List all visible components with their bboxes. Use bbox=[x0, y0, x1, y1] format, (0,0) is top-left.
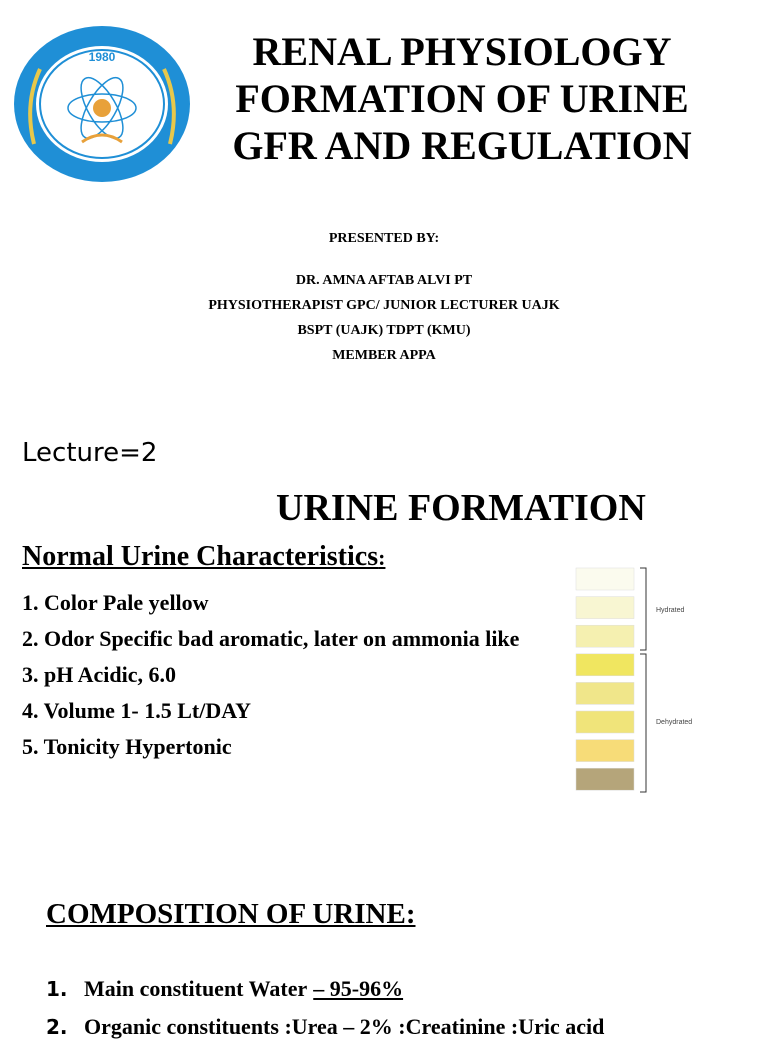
characteristics-heading-text: Normal Urine Characteristics bbox=[22, 541, 379, 572]
presenter-membership: MEMBER APPA bbox=[332, 348, 436, 363]
title-line-2: FORMATION OF URINE bbox=[235, 76, 689, 121]
section-title: URINE FORMATION bbox=[276, 487, 646, 529]
urine-color-swatch bbox=[576, 768, 634, 790]
title-line-3: GFR AND REGULATION bbox=[232, 123, 692, 168]
list-item bbox=[46, 976, 746, 1014]
characteristics-heading bbox=[22, 541, 385, 573]
list-item: 2. Odor Specific bad aromatic, later on ammonia like bbox=[22, 626, 520, 651]
urine-color-swatch bbox=[576, 740, 634, 762]
urine-color-swatch bbox=[576, 597, 634, 619]
characteristics-list bbox=[22, 585, 582, 765]
urine-color-swatch bbox=[576, 568, 634, 590]
list-item: 5. Tonicity Hypertonic bbox=[22, 734, 232, 759]
list-value: – 95-96% bbox=[313, 976, 404, 1001]
urine-color-swatch bbox=[576, 625, 634, 647]
presented-by-label: PRESENTED BY: bbox=[328, 231, 440, 246]
list-item: 3. pH Acidic, 6.0 bbox=[22, 662, 177, 687]
presenter-role: PHYSIOTHERAPIST GPC/ JUNIOR LECTURER UAJK bbox=[208, 298, 560, 313]
logo-year: 1980 bbox=[88, 50, 116, 64]
composition-list bbox=[46, 976, 746, 1052]
urine-color-swatch bbox=[576, 711, 634, 733]
list-text: Organic constituents :Urea – 2% :Creatinine :Uric acid bbox=[84, 1014, 605, 1039]
title-line-1: RENAL PHYSIOLOGY bbox=[252, 29, 672, 74]
urine-color-chart bbox=[570, 562, 720, 798]
list-item: 1. Color Pale yellow bbox=[22, 590, 209, 615]
hydrated-label: Hydrated bbox=[656, 607, 685, 614]
university-logo bbox=[12, 24, 192, 184]
presenter-name: DR. AMNA AFTAB ALVI PT bbox=[295, 273, 473, 288]
characteristics-heading-colon: : bbox=[378, 545, 386, 570]
presentation-title bbox=[200, 28, 724, 169]
list-number: 2. bbox=[46, 1015, 68, 1039]
list-item bbox=[46, 1014, 746, 1052]
composition-heading: COMPOSITION OF URINE: bbox=[46, 898, 416, 930]
list-number: 1. bbox=[46, 977, 68, 1001]
list-item: 4. Volume 1- 1.5 Lt/DAY bbox=[22, 698, 251, 723]
urine-color-swatch bbox=[576, 654, 634, 676]
presenter-degrees: BSPT (UAJK) TDPT (KMU) bbox=[297, 323, 471, 338]
dehydrated-label: Dehydrated bbox=[656, 719, 693, 726]
swatch-group bbox=[576, 568, 634, 790]
lecture-number: Lecture=2 bbox=[22, 438, 158, 468]
list-text: Main constituent Water bbox=[84, 976, 308, 1001]
urine-color-swatch bbox=[576, 682, 634, 704]
